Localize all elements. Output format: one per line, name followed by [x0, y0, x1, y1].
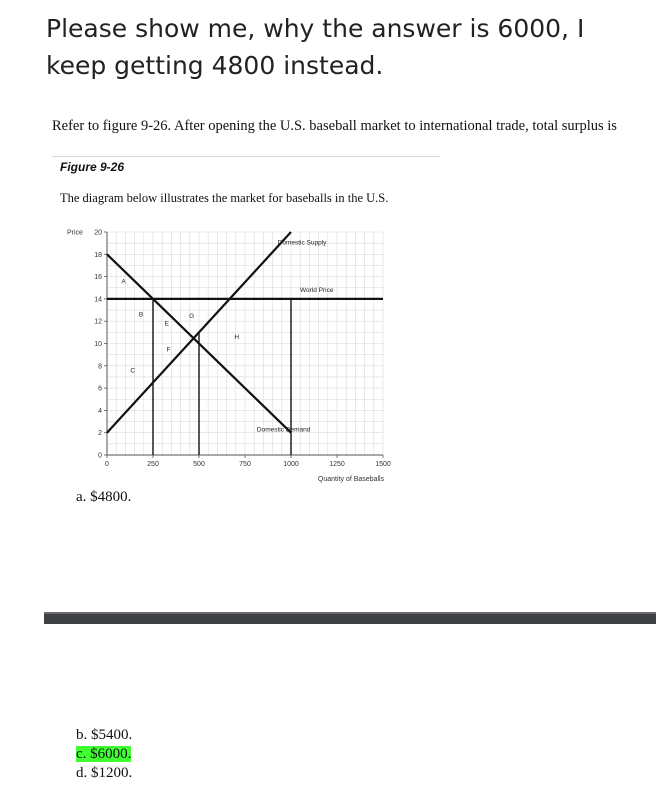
x-tick-label: 1500: [375, 461, 391, 468]
x-tick-label: 750: [239, 461, 251, 468]
y-tick-label: 2: [98, 430, 102, 438]
x-tick-label: 1250: [329, 461, 345, 468]
image-divider-bar: [44, 612, 656, 624]
y-tick-label: 20: [94, 229, 102, 237]
area-label-e: E: [164, 320, 169, 328]
baseball-market-chart: [60, 222, 396, 488]
x-tick-label: 0: [105, 461, 109, 468]
choice-b: b. $5400.: [76, 727, 133, 743]
y-tick-label: 10: [94, 341, 102, 348]
y-tick-label: 0: [98, 452, 102, 460]
y-axis-label: Price: [67, 229, 83, 237]
x-tick-label: 1000: [283, 461, 299, 468]
prompt-divider: [52, 156, 440, 157]
choice-a: a. $4800.: [76, 489, 132, 505]
area-label-a: A: [121, 278, 126, 286]
y-tick-label: 14: [94, 296, 102, 304]
x-tick-label: 250: [147, 461, 159, 468]
area-label-b: B: [138, 311, 144, 319]
area-label-f: F: [166, 346, 171, 354]
y-tick-label: 12: [94, 318, 102, 326]
choice-c-highlight: c. $6000.: [76, 746, 132, 762]
series-label: World Price: [300, 287, 334, 295]
figure-description: The diagram below illustrates the market for baseballs in the U.S.: [60, 191, 389, 205]
area-label-g: G: [189, 312, 195, 320]
series-label: Domestic Supply: [277, 239, 327, 247]
series-label: Domestic Demand: [256, 426, 311, 434]
y-tick-label: 8: [98, 363, 102, 371]
y-tick-label: 6: [98, 385, 102, 393]
x-axis-label: Quantity of Baseballs: [317, 476, 385, 483]
quiz-prompt: Refer to figure 9-26. After opening the U.S. baseball market to international trade, total surplus is: [52, 118, 617, 134]
figure-title: Figure 9-26: [60, 160, 125, 174]
y-tick-label: 18: [94, 251, 102, 259]
area-label-c: C: [130, 367, 136, 375]
question-text: Please show me, why the answer is 6000, I keep getting 4800 instead.: [46, 14, 585, 80]
y-tick-label: 4: [98, 407, 102, 415]
x-tick-label: 500: [193, 461, 205, 468]
choice-c: [76, 746, 131, 763]
y-tick-label: 16: [94, 274, 102, 282]
area-label-h: H: [234, 334, 240, 342]
choice-d: d. $1200.: [76, 765, 133, 781]
